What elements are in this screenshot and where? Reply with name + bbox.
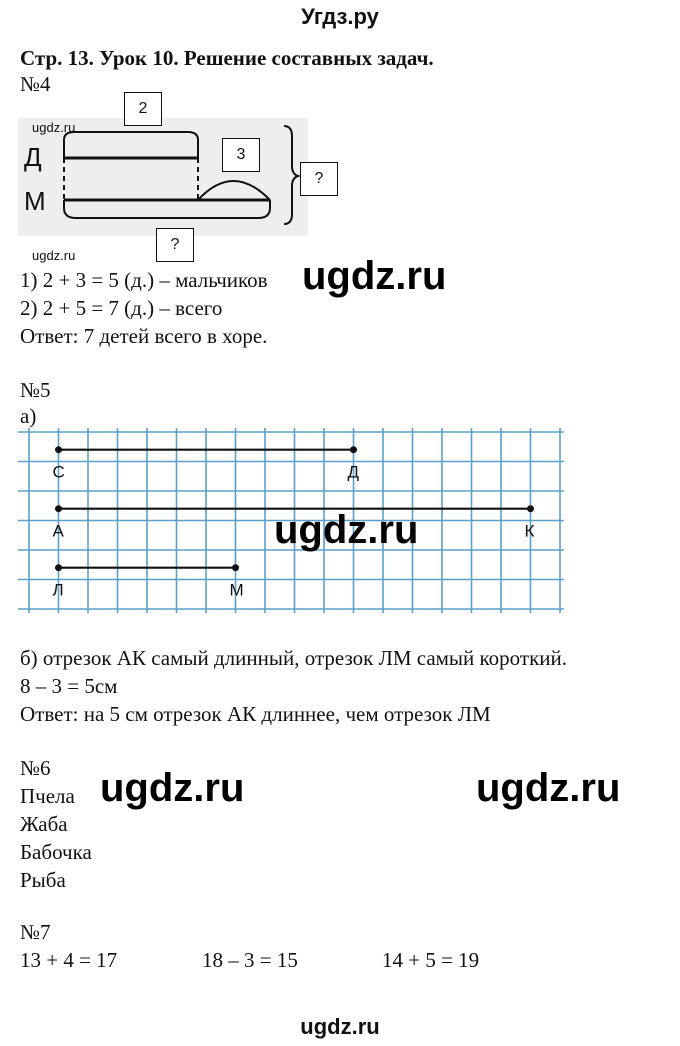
segment-label: Д — [347, 462, 360, 482]
segment-point — [55, 446, 62, 453]
segment-point — [232, 564, 239, 571]
task4-diagram — [18, 118, 308, 236]
segment-label: Л — [52, 580, 64, 600]
task4-answer: Ответ: 7 детей всего в хоре. — [20, 324, 268, 348]
bracket-bottom — [64, 200, 270, 218]
task7-number: №7 — [20, 920, 51, 944]
task6-number: №6 — [20, 756, 51, 780]
segment-label: М — [229, 580, 244, 600]
watermark-big-3: ugdz.ru — [100, 766, 245, 810]
site-header: Угдз.ру — [301, 4, 379, 29]
page-title: Стр. 13. Урок 10. Решение составных задач. — [20, 46, 434, 70]
bracket-top — [64, 132, 198, 158]
brace-total — [284, 126, 298, 224]
segment-point — [55, 505, 62, 512]
task5-part-a: а) — [20, 404, 37, 428]
task4-line-2: 2) 2 + 5 = 7 (д.) – всего — [20, 296, 223, 320]
segment-point — [350, 446, 357, 453]
task7-equation-2: 18 – 3 = 15 — [202, 948, 298, 972]
site-footer: ugdz.ru — [300, 1014, 380, 1039]
segment-label: С — [52, 462, 65, 482]
task6-item-3: Бабочка — [20, 840, 92, 864]
task5-line-1: б) отрезок АК самый длинный, отрезок ЛМ самый короткий. — [20, 646, 567, 670]
label-m: М — [24, 186, 46, 216]
box-total-question: ? — [300, 162, 338, 196]
label-d: Д — [24, 142, 42, 172]
watermark-small-2: ugdz.ru — [32, 248, 76, 263]
task7-equation-1: 13 + 4 = 17 — [20, 948, 118, 972]
box-three: 3 — [222, 138, 260, 172]
box-two: 2 — [124, 92, 162, 126]
box-boys-question: ? — [156, 228, 194, 262]
task4-figure — [18, 118, 308, 236]
task5-answer: Ответ: на 5 см отрезок АК длиннее, чем отрезок ЛМ — [20, 702, 491, 726]
segment-label: К — [524, 521, 535, 541]
task4-line-1: 1) 2 + 3 = 5 (д.) – мальчиков — [20, 268, 268, 292]
segment-label: А — [52, 521, 64, 541]
task6-item-2: Жаба — [20, 812, 68, 836]
task4-number: №4 — [20, 72, 51, 96]
task7-equation-3: 14 + 5 = 19 — [382, 948, 480, 972]
watermark-big-2: ugdz.ru — [274, 508, 419, 552]
segment-point — [55, 564, 62, 571]
task6-item-4: Рыба — [20, 868, 66, 892]
task5-number: №5 — [20, 378, 51, 402]
arc-extra — [198, 181, 270, 200]
watermark-big-1: ugdz.ru — [302, 254, 447, 298]
task6-item-1: Пчела — [20, 784, 75, 808]
watermark-big-4: ugdz.ru — [476, 766, 621, 810]
segment-point — [527, 505, 534, 512]
watermark-small-1: ugdz.ru — [32, 120, 76, 135]
task5-line-2: 8 – 3 = 5см — [20, 674, 118, 698]
